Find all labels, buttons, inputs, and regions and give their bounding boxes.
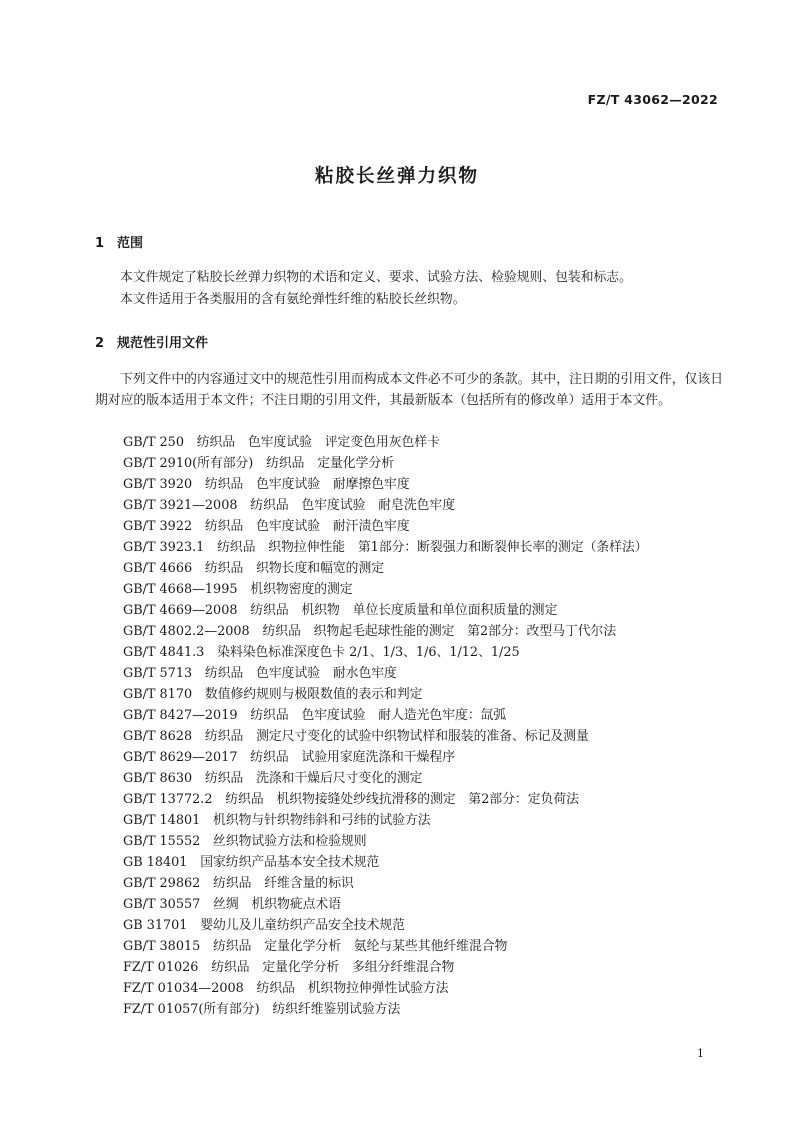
reference-item: GB/T 250 纺织品 色牢度试验 评定变色用灰色样卡 xyxy=(123,435,440,450)
reference-item: GB/T 2910(所有部分) 纺织品 定量化学分析 xyxy=(123,456,395,471)
scope-paragraph-1: 本文件规定了粘胶长丝弹力织物的术语和定义、要求、试验方法、检验规则、包装和标志。 xyxy=(120,270,632,285)
reference-item: GB/T 3921—2008 纺织品 色牢度试验 耐皂洗色牢度 xyxy=(123,498,456,513)
reference-item: GB 18401 国家纺织产品基本安全技术规范 xyxy=(123,855,380,870)
section-1-heading xyxy=(95,232,143,251)
reference-item: GB/T 13772.2 纺织品 机织物接缝处纱线抗滑移的测定 第2部分：定负荷法 xyxy=(123,792,579,807)
reference-item: FZ/T 01057(所有部分) 纺织纤维鉴别试验方法 xyxy=(123,1002,401,1017)
reference-item: GB/T 8628 纺织品 测定尺寸变化的试验中织物试样和服装的准备、标记及测量 xyxy=(123,729,589,744)
section-1-number: 1 xyxy=(95,236,105,251)
reference-item: GB/T 8170 数值修约规则与极限数值的表示和判定 xyxy=(123,687,423,702)
standard-code: FZ/T 43062—2022 xyxy=(587,92,718,107)
reference-item: GB/T 8630 纺织品 洗涤和干燥后尺寸变化的测定 xyxy=(123,771,423,786)
page-number: 1 xyxy=(697,1047,704,1060)
reference-item: GB/T 4841.3 染料染色标准深度色卡 2/1、1/3、1/6、1/12、1/25 xyxy=(123,645,520,660)
reference-item: GB/T 3922 纺织品 色牢度试验 耐汗渍色牢度 xyxy=(123,519,410,534)
reference-item: GB/T 4669—2008 纺织品 机织物 单位长度质量和单位面积质量的测定 xyxy=(123,603,558,618)
references-intro: 下列文件中的内容通过文中的规范性引用而构成本文件必不可少的条款。其中，注日期的引用文件，仅该日期对应的版本适用于本文件；不注日期的引用文件，其最新版本（包括所有的修改单）适用于本文件。 xyxy=(95,372,723,408)
reference-list xyxy=(123,432,648,1020)
reference-item: GB/T 3923.1 纺织品 织物拉伸性能 第1部分：断裂强力和断裂伸长率的测定（条样法） xyxy=(123,540,648,555)
reference-item: GB/T 14801 机织物与针织物纬斜和弓纬的试验方法 xyxy=(123,813,431,828)
reference-item: GB/T 38015 纺织品 定量化学分析 氨纶与某些其他纤维混合物 xyxy=(123,939,508,954)
scope-paragraph-2: 本文件适用于各类服用的含有氨纶弹性纤维的粘胶长丝织物。 xyxy=(120,292,466,307)
reference-item: GB/T 4668—1995 机织物密度的测定 xyxy=(123,582,353,597)
reference-item: GB/T 15552 丝织物试验方法和检验规则 xyxy=(123,834,367,849)
reference-item: FZ/T 01034—2008 纺织品 机织物拉伸弹性试验方法 xyxy=(123,981,449,996)
reference-item: GB/T 30557 丝绸 机织物疵点术语 xyxy=(123,897,342,912)
reference-item: GB/T 3920 纺织品 色牢度试验 耐摩擦色牢度 xyxy=(123,477,410,492)
document-title: 粘胶长丝弹力织物 xyxy=(314,166,479,187)
reference-item: GB 31701 婴幼儿及儿童纺织产品安全技术规范 xyxy=(123,918,405,933)
reference-item: GB/T 5713 纺织品 色牢度试验 耐水色牢度 xyxy=(123,666,397,681)
section-2-heading xyxy=(95,332,208,351)
section-2-number: 2 xyxy=(95,336,105,351)
reference-item: GB/T 29862 纺织品 纤维含量的标识 xyxy=(123,876,354,891)
reference-item: GB/T 4666 纺织品 织物长度和幅宽的测定 xyxy=(123,561,385,576)
reference-item: GB/T 4802.2—2008 纺织品 织物起毛起球性能的测定 第2部分：改型马丁代尔法 xyxy=(123,624,617,639)
section-2-title: 规范性引用文件 xyxy=(117,336,209,351)
section-1-title: 范围 xyxy=(117,236,144,251)
reference-item: GB/T 8427—2019 纺织品 色牢度试验 耐人造光色牢度：氙弧 xyxy=(123,708,507,723)
reference-item: GB/T 8629—2017 纺织品 试验用家庭洗涤和干燥程序 xyxy=(123,750,456,765)
reference-item: FZ/T 01026 纺织品 定量化学分析 多组分纤维混合物 xyxy=(123,960,455,975)
